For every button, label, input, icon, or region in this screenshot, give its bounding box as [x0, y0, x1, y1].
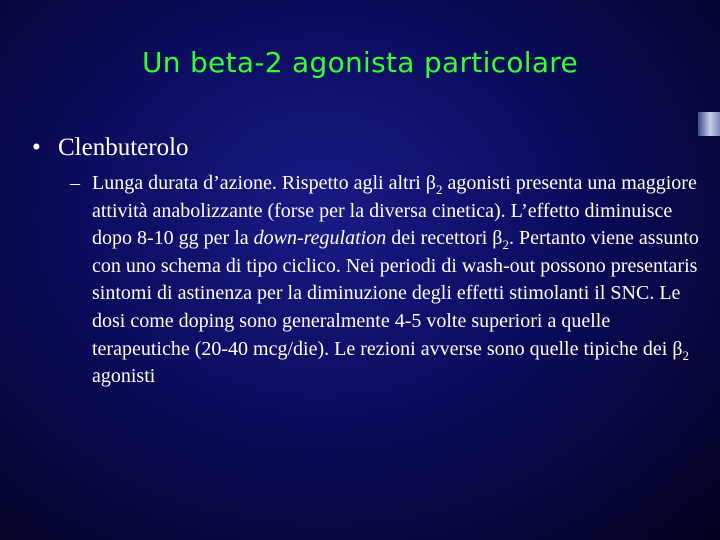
- subscript-1: 2: [435, 182, 443, 197]
- bullet-text: Clenbuterolo: [58, 134, 189, 161]
- text-segment-3: dei recettori β: [386, 227, 503, 250]
- bullet-marker: •: [32, 134, 41, 161]
- sub-bullet-marker: –: [70, 172, 80, 194]
- slide-title: Un beta-2 agonista particolare: [141, 46, 579, 79]
- text-segment-2: agonisti presenta una maggiore attività anabolizzante (forse per la diversa cinetica). L’effetto diminuisce dopo 8-10 gg per la: [92, 172, 697, 250]
- bullet-item: [32, 133, 189, 163]
- subscript-2: 2: [502, 237, 509, 253]
- sub-bullet-text: [92, 170, 710, 391]
- italic-term: down-regulation: [253, 227, 387, 250]
- edge-decoration: [698, 112, 720, 136]
- sub-bullet-item: [70, 170, 710, 391]
- text-segment-4: . Pertanto viene assunto con uno schema di tipo ciclico. Nei periodi di wash-out possono presentaris sintomi di astinenza per la diminuzione degli effetti stimolanti il SNC. Le dosi come doping sono generalmente 4-5 volte superiori a quelle terapeutiche (20-40 mcg/die). Le rezioni avverse sono quelle tipiche dei β: [92, 227, 699, 360]
- text-segment-5: agonisti: [92, 365, 156, 388]
- subscript-3: 2: [682, 347, 689, 363]
- text-segment-1: Lunga durata d’azione. Rispetto agli altri β: [92, 172, 436, 194]
